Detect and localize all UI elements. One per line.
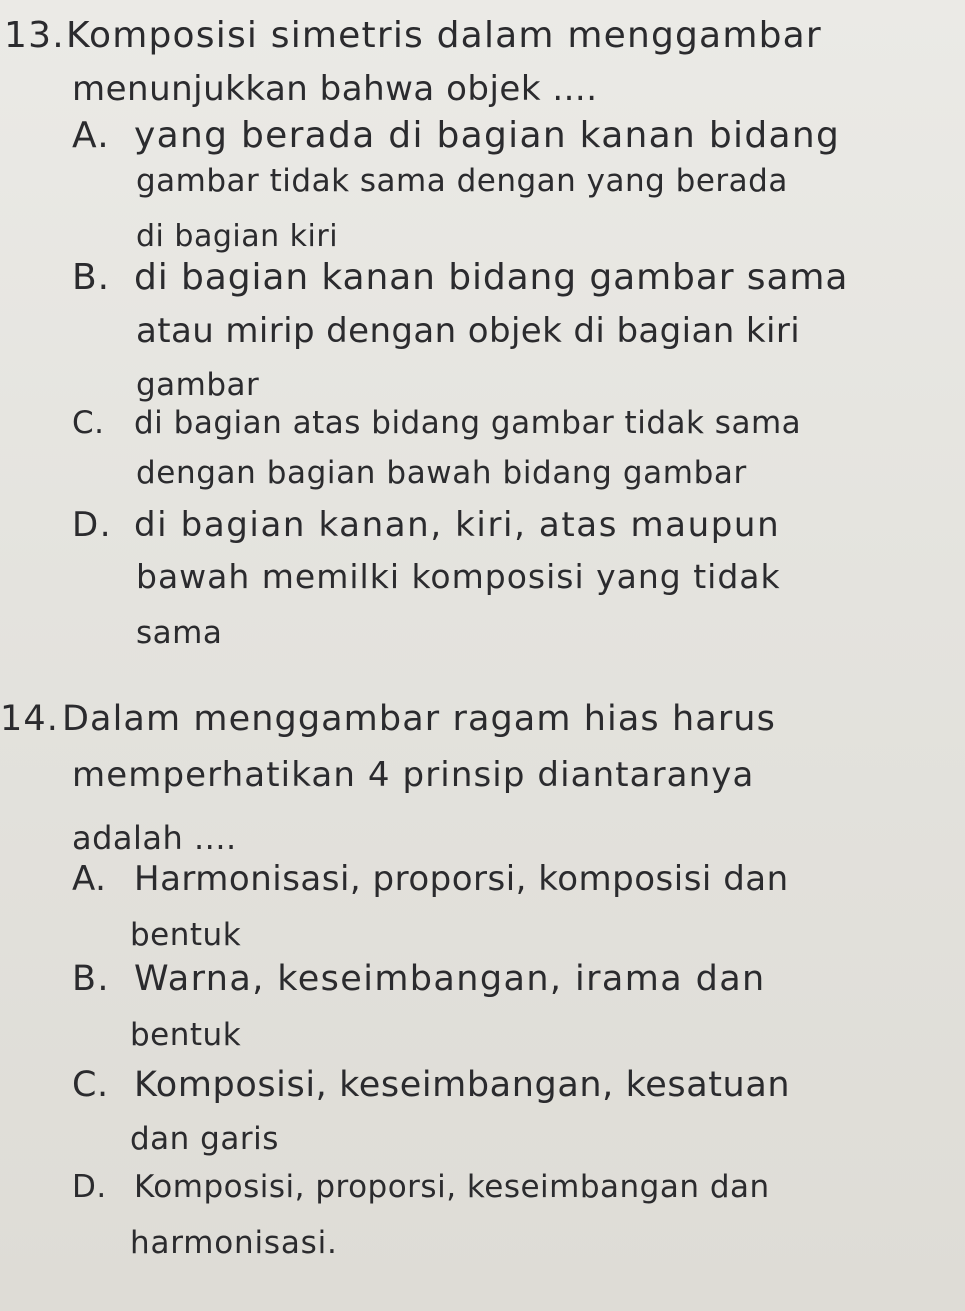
option-letter: B. (72, 257, 110, 298)
option-letter: C. (72, 405, 105, 441)
option-letter: D. (72, 505, 113, 545)
option-continuation: di bagian kiri (136, 219, 339, 254)
option-letter: A. (72, 859, 107, 899)
option-continuation: dan garis (130, 1121, 279, 1157)
option-continuation: gambar tidak sama dengan yang berada (136, 163, 788, 199)
option-continuation: harmonisasi. (130, 1225, 338, 1261)
option-continuation: bentuk (130, 917, 242, 953)
question-14-stem-line-3: adalah .... (72, 819, 237, 857)
option-continuation: gambar (136, 367, 260, 403)
question-14-option-a: A. Harmonisasi, proporsi, komposisi dan (72, 859, 789, 899)
question-14-option-d: D. Komposisi, proporsi, keseimbangan dan (72, 1169, 770, 1205)
question-14-stem-line-1: 14.Dalam menggambar ragam hias harus (0, 699, 776, 739)
option-letter: A. (72, 115, 111, 156)
question-14-option-c: C. Komposisi, keseimbangan, kesatuan (72, 1065, 791, 1105)
question-13-option-a: A. yang berada di bagian kanan bidang (72, 115, 841, 156)
option-continuation: atau mirip dengan objek di bagian kiri (136, 311, 801, 351)
question-13-stem-line-1: 13.Komposisi simetris dalam menggambar (4, 15, 822, 56)
option-letter: B. (72, 959, 110, 999)
option-continuation: bentuk (130, 1017, 242, 1053)
question-13-option-b: B. di bagian kanan bidang gambar sama (72, 257, 849, 298)
question-13-option-d: D. di bagian kanan, kiri, atas maupun (72, 505, 781, 545)
question-14-stem-line-2: memperhatikan 4 prinsip diantaranya (72, 755, 755, 795)
option-continuation: dengan bagian bawah bidang gambar (136, 455, 747, 491)
question-14-option-b: B. Warna, keseimbangan, irama dan (72, 959, 766, 999)
question-13-stem-line-2: menunjukkan bahwa objek .... (72, 69, 598, 109)
option-continuation: sama (136, 615, 223, 651)
question-13-number: 13. (4, 15, 65, 56)
option-continuation: bawah memilki komposisi yang tidak (136, 557, 781, 596)
question-14-number: 14. (0, 699, 59, 739)
option-letter: D. (72, 1169, 107, 1205)
question-13-option-c: C. di bagian atas bidang gambar tidak sama (72, 405, 802, 441)
option-letter: C. (72, 1065, 109, 1105)
